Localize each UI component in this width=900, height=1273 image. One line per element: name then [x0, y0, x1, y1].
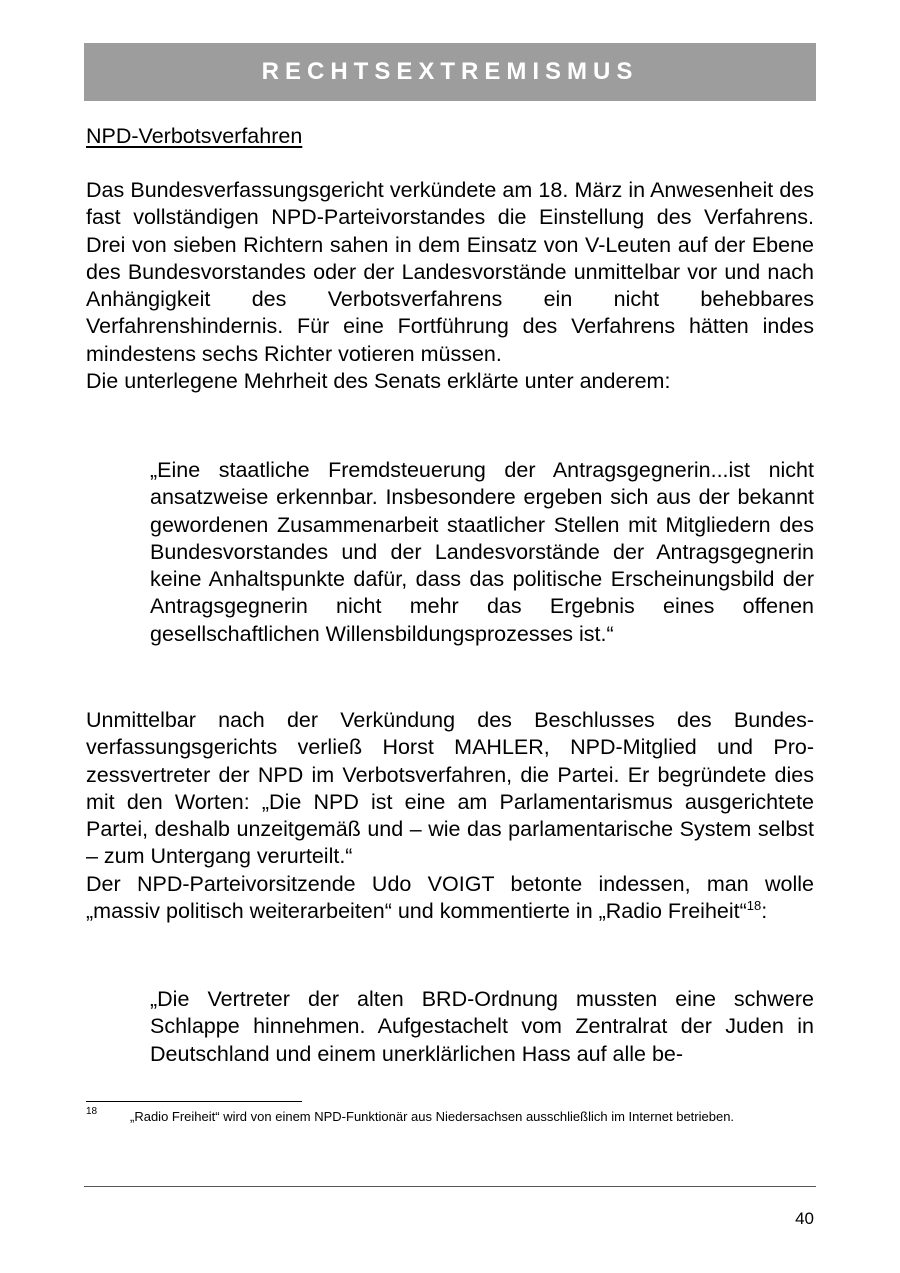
section-heading: NPD-Verbotsverfahren — [86, 124, 303, 148]
court-quote: „Eine staatliche Fremdsteuerung der Antragsgegnerin...ist nicht ansatzweise erkennbar. Insbesondere ergeben sich aus der bekannt gewordenen Zusammenarbeit staatlicher Stellen mit Mitgliedern des Bundesvorstandes und der Landesvorstände der Antragsgegnerin keine Anhaltspunkte dafür, dass das politische Erscheinungsbild der Antragsgegnerin nicht mehr das Ergebnis eines offenen gesellschaftlichen Willensbildungsprozesses ist.“ — [150, 458, 814, 646]
majority-paragraph: Die unterlegene Mehrheit des Senats erklärte unter anderem: — [86, 369, 671, 394]
footer-rule — [84, 1186, 816, 1187]
chapter-header-band — [84, 43, 816, 101]
voigt-colon: : — [761, 899, 768, 924]
intro-paragraph: Das Bundesverfassungsgericht verkündete am 18. März in Anwesenheit des fast vollständigen NPD-Parteivorstandes die Einstellung des Verfahrens. Drei von sieben Richtern sahen in dem Einsatz von V-Leuten auf der Ebene des Bundesvorstandes oder der Landesvorstände unmittelbar vor und nach Anhängigkeit des Verbotsverfahrens ein nicht behebbares Verfahrenshindernis. Für eine Fortführung des Verfahrens hätten indes mindestens sechs Richter votieren müssen. — [86, 178, 814, 366]
voigt-text: Der NPD-Parteivorsitzende Udo VOIGT betonte indessen, man wolle „massiv politisch weiterarbeiten“ und kommentierte in „Radio Freiheit“ — [86, 871, 814, 924]
page-number: 40 — [795, 1209, 814, 1228]
intro-section — [86, 177, 814, 395]
reaction-section — [86, 707, 814, 925]
mahler-paragraph: Unmittelbar nach der Verkündung des Beschlusses des Bundesverfassungsgerichts verließ Horst MAHLER, NPD-Mitglied und Prozessvertreter der NPD im Verbotsverfahren, die Partei. Er begründete dies mit den Worten: „Die NPD ist eine am Parlamentarismus ausgerichtete Partei, deshalb unzeitgemäß und – wie das parlamentarische System selbst – zum Untergang verurteilt.“ — [86, 708, 814, 869]
voigt-paragraph — [86, 871, 814, 926]
footnote-number: 18 — [86, 1106, 98, 1117]
voigt-quote-block — [150, 986, 814, 1068]
footnote-reference: 18 — [746, 897, 762, 913]
court-quote-block — [150, 457, 814, 648]
voigt-quote: „Die Vertreter der alten BRD-Ordnung mussten eine schwere Schlappe hinnehmen. Aufgestachelt vom Zentralrat der Juden in Deutschland und einem unerklärlichen Hass auf alle be- — [150, 987, 814, 1066]
footnote-separator — [86, 1101, 302, 1102]
chapter-title: RECHTSEXTREMISMUS — [261, 58, 639, 85]
footnote-text: „Radio Freiheit“ wird von einem NPD-Funktionär aus Niedersachsen ausschließlich im Internet betrieben. — [130, 1109, 735, 1124]
